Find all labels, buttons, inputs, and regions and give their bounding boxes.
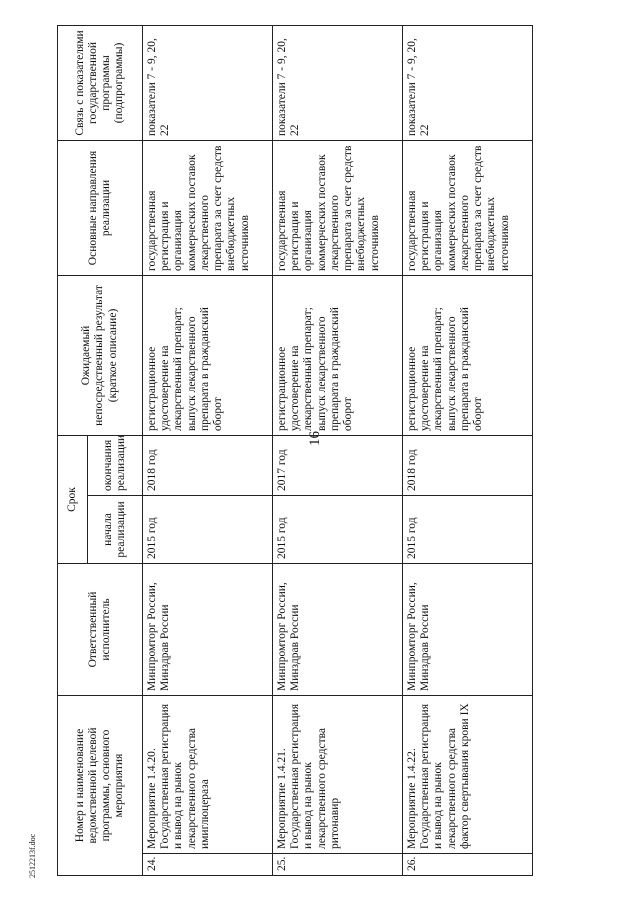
header-term: Срок <box>58 435 88 563</box>
row-directions: государственная регистрация и организация коммерческих поставок лекарственного препарата за счет средств внебюджетных источников <box>273 140 403 275</box>
row-result: регистрационное удостоверение на лекарственный препарат; выпуск лекарственного препарата в гражданский оборот <box>403 275 533 435</box>
header-end: окончания реализации <box>88 435 143 495</box>
row-end: 2017 год <box>273 435 403 495</box>
row-end: 2018 год <box>403 435 533 495</box>
table-container <box>57 26 562 876</box>
header-directions: Основные направления реализации <box>58 140 143 275</box>
row-end: 2018 год <box>143 435 273 495</box>
row-number: 24. <box>143 854 273 876</box>
table-row <box>403 25 533 875</box>
row-result: регистрационное удостоверение на лекарственный препарат; выпуск лекарственного препарата в гражданский оборот <box>143 275 273 435</box>
row-name: Мероприятие 1.4.22. Государственная регистрация и вывод на рынок лекарственного средства фактор свертывания крови IX <box>403 696 533 854</box>
row-start: 2015 год <box>143 496 273 564</box>
row-number: 26. <box>403 854 533 876</box>
header-executor: Ответственный исполнитель <box>58 564 143 696</box>
row-directions: государственная регистрация и организация коммерческих поставок лекарственного препарата за счет средств внебюджетных источников <box>143 140 273 275</box>
row-result: регистрационное удостоверение на лекарственный препарат; выпуск лекарственного препарата в гражданский оборот <box>273 275 403 435</box>
header-result: Ожидаемый непосредственный результат (краткое описание) <box>58 275 143 435</box>
header-start: начала реализации <box>88 496 143 564</box>
row-executor: Минпромторг России, Минздрав России <box>143 564 273 696</box>
table-row <box>273 25 403 875</box>
table-row <box>143 25 273 875</box>
row-executor: Минпромторг России, Минздрав России <box>273 564 403 696</box>
row-link: показатели 7 - 9, 20, 22 <box>273 25 403 140</box>
page-number: 16 <box>307 431 323 446</box>
row-link: показатели 7 - 9, 20, 22 <box>143 25 273 140</box>
row-number: 25. <box>273 854 403 876</box>
header-name: Номер и наименование ведомственной целевой программы, основного мероприятия <box>58 696 143 876</box>
program-table <box>57 25 533 876</box>
row-directions: государственная регистрация и организация коммерческих поставок лекарственного препарата за счет средств внебюджетных источников <box>403 140 533 275</box>
row-start: 2015 год <box>273 496 403 564</box>
row-start: 2015 год <box>403 496 533 564</box>
header-link: Связь с показателями государственной программы (подпрограммы) <box>58 25 143 140</box>
row-link: показатели 7 - 9, 20, 22 <box>403 25 533 140</box>
row-name: Мероприятие 1.4.21. Государственная регистрация и вывод на рынок лекарственного средства ритонавир <box>273 696 403 854</box>
row-executor: Минпромторг России, Минздрав России <box>403 564 533 696</box>
row-name: Мероприятие 1.4.20. Государственная регистрация и вывод на рынок лекарственного средства имиглюцераза <box>143 696 273 854</box>
footer-file-code: 2512213f.doc <box>28 833 37 878</box>
